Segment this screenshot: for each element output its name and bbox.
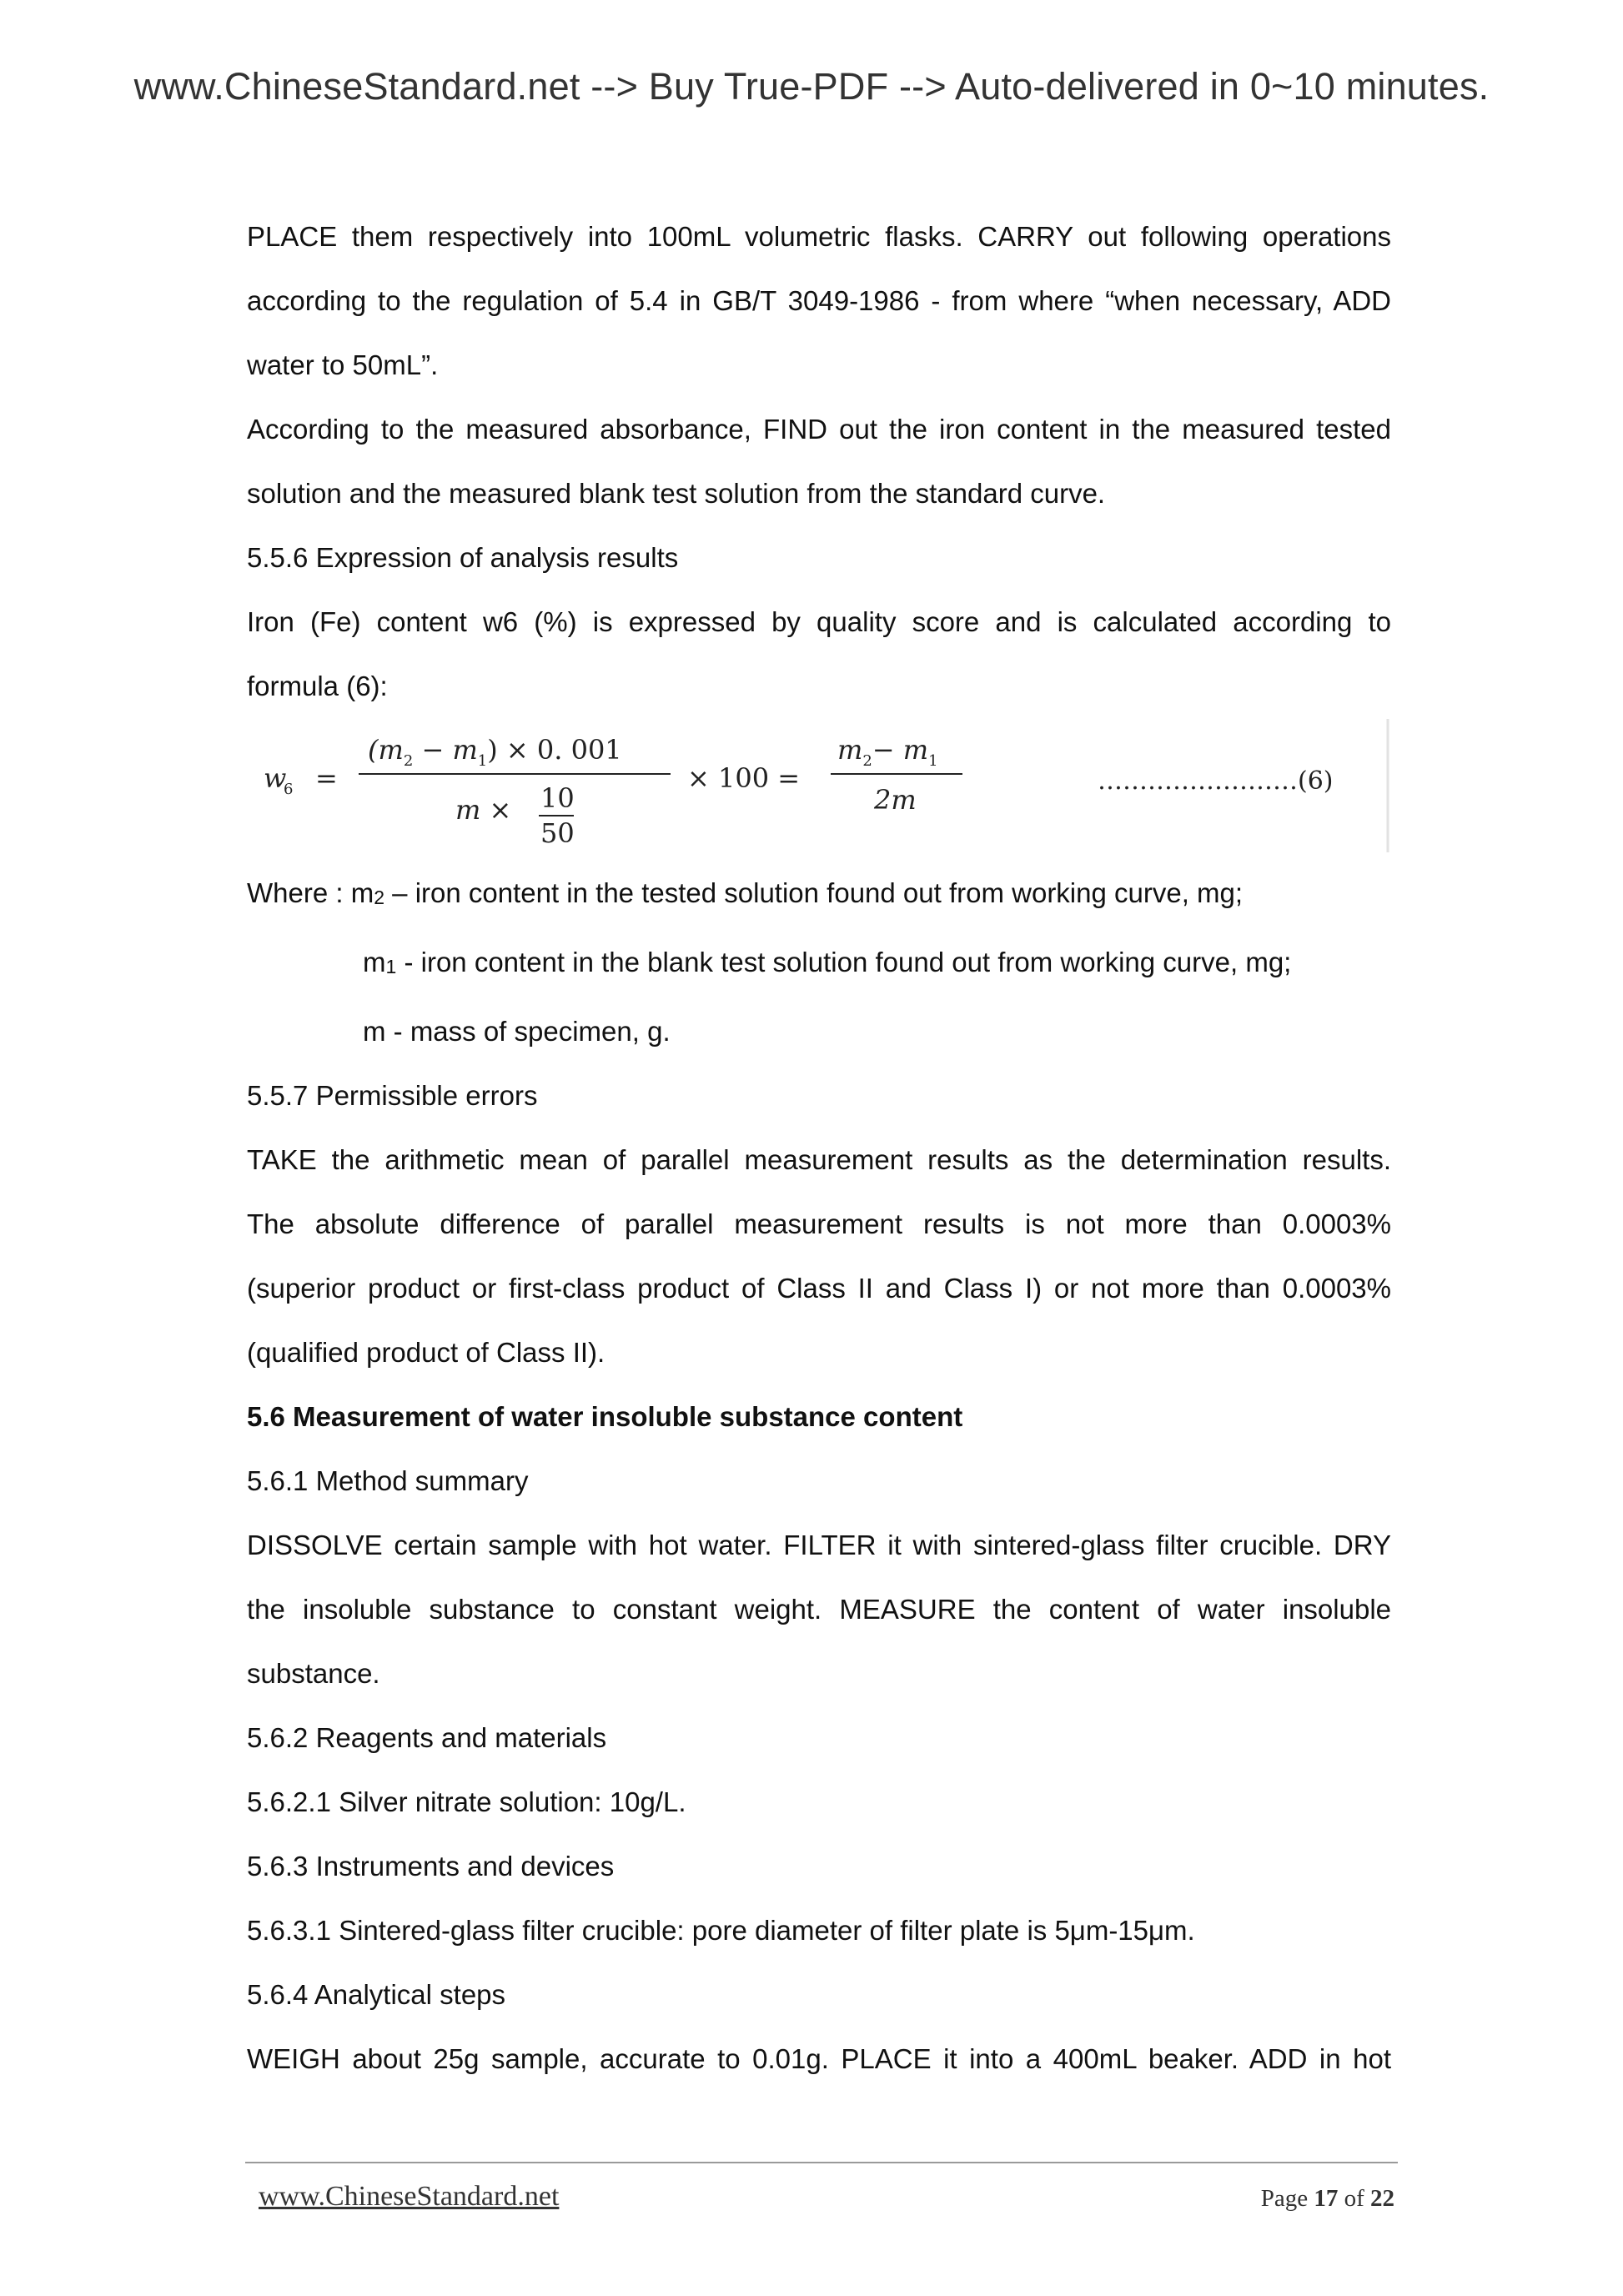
footer-divider xyxy=(245,2162,1398,2163)
paragraph-line: (qualified product of Class II). xyxy=(247,1337,605,1368)
where-line-m: m - mass of specimen, g. xyxy=(363,1016,671,1047)
formula-numerator xyxy=(368,734,622,770)
den-m: m × xyxy=(455,794,512,826)
paragraph-line: (superior product or first-class product of Class II and Class I) or not more than 0.0003% xyxy=(247,1273,1391,1304)
formula-label: ……………………(6) xyxy=(1098,766,1334,796)
of-word: of xyxy=(1344,2185,1364,2212)
section-heading: 5.6.3 Instruments and devices xyxy=(247,1851,615,1882)
paragraph-line: solution and the measured blank test solution from the standard curve. xyxy=(247,478,1106,509)
rhs-num-sub2: 2 xyxy=(862,752,872,770)
paragraph-line: the insoluble substance to constant weight. MEASURE the content of water insoluble xyxy=(247,1594,1391,1625)
section-heading: 5.6.2 Reagents and materials xyxy=(247,1722,607,1753)
paragraph-line: water to 50mL”. xyxy=(247,349,439,380)
paragraph-line: substance. xyxy=(247,1658,380,1689)
where-text: – iron content in the tested solution found out from working curve, mg; xyxy=(384,877,1244,908)
where-prefix: Where : m xyxy=(247,877,374,908)
page-word: Page xyxy=(1260,2185,1309,2212)
paragraph-line: According to the measured absorbance, FIND out the iron content in the measured tested xyxy=(247,414,1391,445)
page-number: 17 xyxy=(1314,2185,1339,2212)
num-sub-2: 2 xyxy=(403,752,414,770)
formula-graphic xyxy=(247,719,1391,857)
paragraph-line: The absolute difference of parallel measurement results is not more than 0.0003% xyxy=(247,1208,1391,1239)
section-heading-bold: 5.6 Measurement of water insoluble substance content xyxy=(247,1401,963,1432)
paragraph-line: WEIGH about 25g sample, accurate to 0.01g. PLACE it into a 400mL beaker. ADD in hot xyxy=(247,2043,1391,2074)
section-heading: 5.5.6 Expression of analysis results xyxy=(247,542,679,573)
section-heading: 5.6.1 Method summary xyxy=(247,1465,529,1496)
section-heading: 5.6.4 Analytical steps xyxy=(247,1979,506,2010)
paragraph-line: DISSOLVE certain sample with hot water. FILTER it with sintered-glass filter crucible. DRY xyxy=(247,1530,1391,1560)
where-prefix: m xyxy=(363,947,386,977)
paragraph-line: TAKE the arithmetic mean of parallel measurement results as the determination results. xyxy=(247,1144,1391,1175)
paragraph-line: formula (6): xyxy=(247,671,388,701)
paragraph-line: according to the regulation of 5.4 in GB/T 3049-1986 - from where “when necessary, ADD xyxy=(247,285,1391,316)
num-part-2: − m xyxy=(413,734,478,766)
paragraph-line: Iron (Fe) content w6 (%) is expressed by quality score and is calculated according to xyxy=(247,606,1391,637)
page-total: 22 xyxy=(1370,2185,1394,2212)
where-sub: 2 xyxy=(374,887,384,908)
paragraph-line: 5.6.2.1 Silver nitrate solution: 10g/L. xyxy=(247,1786,686,1817)
page-indicator xyxy=(1261,2185,1394,2213)
rhs-minus-m: − m xyxy=(872,734,929,766)
where-sub: 1 xyxy=(385,956,397,977)
den-frac-num: 10 xyxy=(540,782,575,814)
header-banner[interactable]: www.ChineseStandard.net --> Buy True-PDF --> Auto-delivered in 0~10 minutes. xyxy=(133,65,1490,108)
den-frac-den: 50 xyxy=(540,817,575,849)
where-text: - iron content in the blank test solution found out from working curve, mg; xyxy=(396,947,1292,977)
paragraph-line: PLACE them respectively into 100mL volumetric flasks. CARRY out following operations xyxy=(247,221,1391,252)
document-body xyxy=(247,204,1391,2091)
rhs-numerator xyxy=(837,734,938,770)
rhs-num-m: m xyxy=(837,734,863,766)
num-part-1: (m xyxy=(368,734,404,766)
footer-site-link[interactable]: www.ChineseStandard.net xyxy=(259,2181,560,2212)
paragraph-line: 5.6.3.1 Sintered-glass filter crucible: pore diameter of filter plate is 5μm-15μm. xyxy=(247,1915,1195,1946)
formula-lhs-sub: 6 xyxy=(284,781,294,798)
where-line-m1 xyxy=(247,930,1391,999)
num-part-3: ) × 0. 001 xyxy=(487,734,622,766)
where-line-m2 xyxy=(247,861,1391,930)
num-sub-1: 1 xyxy=(477,752,488,770)
rhs-denominator: 2m xyxy=(874,784,917,816)
svg-text:=: = xyxy=(315,762,338,794)
times-100: × 100 = xyxy=(687,762,801,794)
rhs-num-sub1: 1 xyxy=(928,752,938,770)
section-heading: 5.5.7 Permissible errors xyxy=(247,1080,538,1111)
formula-6 xyxy=(247,719,1391,857)
formula-lhs: w xyxy=(264,762,287,794)
